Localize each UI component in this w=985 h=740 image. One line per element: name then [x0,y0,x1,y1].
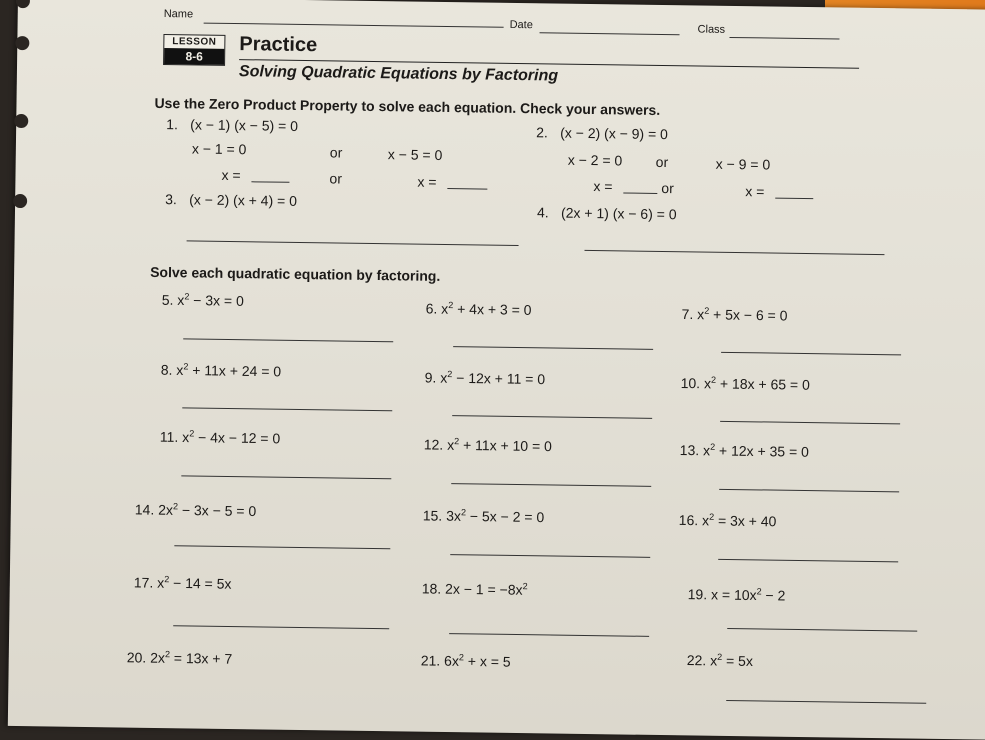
problem-1-number: 1. [166,116,179,133]
problem-22: 22. $x^2 = 5x$ [686,651,754,669]
problem-7-answer-blank[interactable] [721,352,901,356]
problem-5: 5. $x^2 - 3x = 0$ [161,291,244,309]
problem-3-number: 3. [165,191,177,208]
problem-13: 13. $x^2 + 12x + 35 = 0$ [679,441,809,460]
problem-1-equation: (x − 1) (x − 5) = 0 [190,116,299,134]
lesson-label: LESSON [172,36,217,48]
worksheet-page [8,0,985,740]
page-title: Practice [239,33,318,57]
problem-3-answer-blank[interactable] [187,240,519,246]
problem-11-answer-blank[interactable] [181,475,391,479]
name-label: Name [163,8,194,21]
problem-4-equation: (2x + 1) (x − 6) = 0 [560,204,677,223]
problem-2-equation: (x − 2) (x − 9) = 0 [560,124,669,143]
section2-instruction: Solve each quadratic equation by factoring. [150,263,441,284]
problem-4-answer-blank[interactable] [584,250,884,255]
problem-7: 7. $x^2 + 5x - 6 = 0$ [681,305,788,324]
problem-17: 17. $x^2 - 14 = 5x$ [133,574,232,592]
problem-8-answer-blank[interactable] [182,407,392,411]
class-field[interactable] [729,37,839,40]
problem-13-answer-blank[interactable] [719,489,899,493]
problem-1-step-a: x − 1 = 0 [191,140,247,158]
problem-1-answer-a-label: x = [221,166,241,184]
problem-11: 11. $x^2 - 4x - 12 = 0$ [159,428,281,447]
name-field[interactable] [204,23,504,28]
problem-3-equation: (x − 2) (x + 4) = 0 [189,191,298,209]
problem-9: 9. $x^2 - 12x + 11 = 0$ [424,369,546,388]
problem-2-step-a: x − 2 = 0 [567,151,623,169]
date-label: Date [509,18,533,32]
problem-22-answer-blank[interactable] [726,700,926,704]
class-label: Class [697,23,726,36]
problem-10: 10. $x^2 + 18x + 65 = 0$ [680,374,810,393]
problem-15: 15. $3x^2 - 5x - 2 = 0$ [422,507,545,526]
problem-2-answer-a-blank[interactable] [623,192,657,193]
problem-2-answer-b-label: x = [745,183,765,200]
problem-6-answer-blank[interactable] [453,346,653,350]
binder-hole [15,36,29,50]
lesson-number: 8-6 [164,48,224,65]
binder-hole [14,114,28,128]
problem-17-answer-blank[interactable] [173,625,389,629]
problem-5-answer-blank[interactable] [183,338,393,342]
problem-6: 6. $x^2 + 4x + 3 = 0$ [425,300,532,318]
problem-12-answer-blank[interactable] [451,483,651,487]
problem-19-answer-blank[interactable] [727,628,917,632]
problem-18-answer-blank[interactable] [449,633,649,637]
problem-1-answer-b-label: x = [417,173,437,190]
problem-1-step-b: x − 5 = 0 [387,146,443,163]
problem-1-or-b: or [329,170,343,187]
problem-1-answer-b-blank[interactable] [447,188,487,190]
problem-12: 12. $x^2 + 11x + 10 = 0$ [423,436,553,455]
problem-1-or-a: or [329,144,343,161]
problem-8: 8. $x^2 + 11x + 24 = 0$ [160,361,282,380]
problem-2-step-b: x − 9 = 0 [715,155,771,173]
problem-9-answer-blank[interactable] [452,415,652,419]
problem-2-or-a: or [655,153,669,171]
problem-21: 21. $6x^2 + x = 5$ [420,652,511,670]
problem-1-answer-a-blank[interactable] [251,181,289,183]
problem-20: 20. $2x^2 = 13x + 7$ [126,649,233,667]
problem-14-answer-blank[interactable] [174,545,390,549]
problem-2-number: 2. [536,124,548,141]
problem-16-answer-blank[interactable] [718,559,898,563]
binder-hole [16,0,30,8]
problem-18: 18. $2x - 1 = -8x^2$ [421,580,528,598]
problem-2-answer-b-blank[interactable] [775,198,813,200]
problem-4-number: 4. [536,204,549,221]
page-subtitle: Solving Quadratic Equations by Factoring [238,63,559,85]
problem-14: 14. $2x^2 - 3x - 5 = 0$ [134,501,257,520]
problem-16: 16. $x^2 = 3x + 40$ [678,511,777,530]
problem-2-or-b: or [661,180,674,197]
problem-15-answer-blank[interactable] [450,554,650,558]
binder-hole [13,194,27,208]
date-field[interactable] [540,32,680,35]
problem-10-answer-blank[interactable] [720,421,900,425]
problem-19: 19. $x = 10x^2 - 2$ [687,586,786,604]
section1-instruction: Use the Zero Product Property to solve each equation. Check your answers. [154,94,661,118]
problem-2-answer-a-label: x = [593,178,613,195]
lesson-badge [163,34,225,66]
